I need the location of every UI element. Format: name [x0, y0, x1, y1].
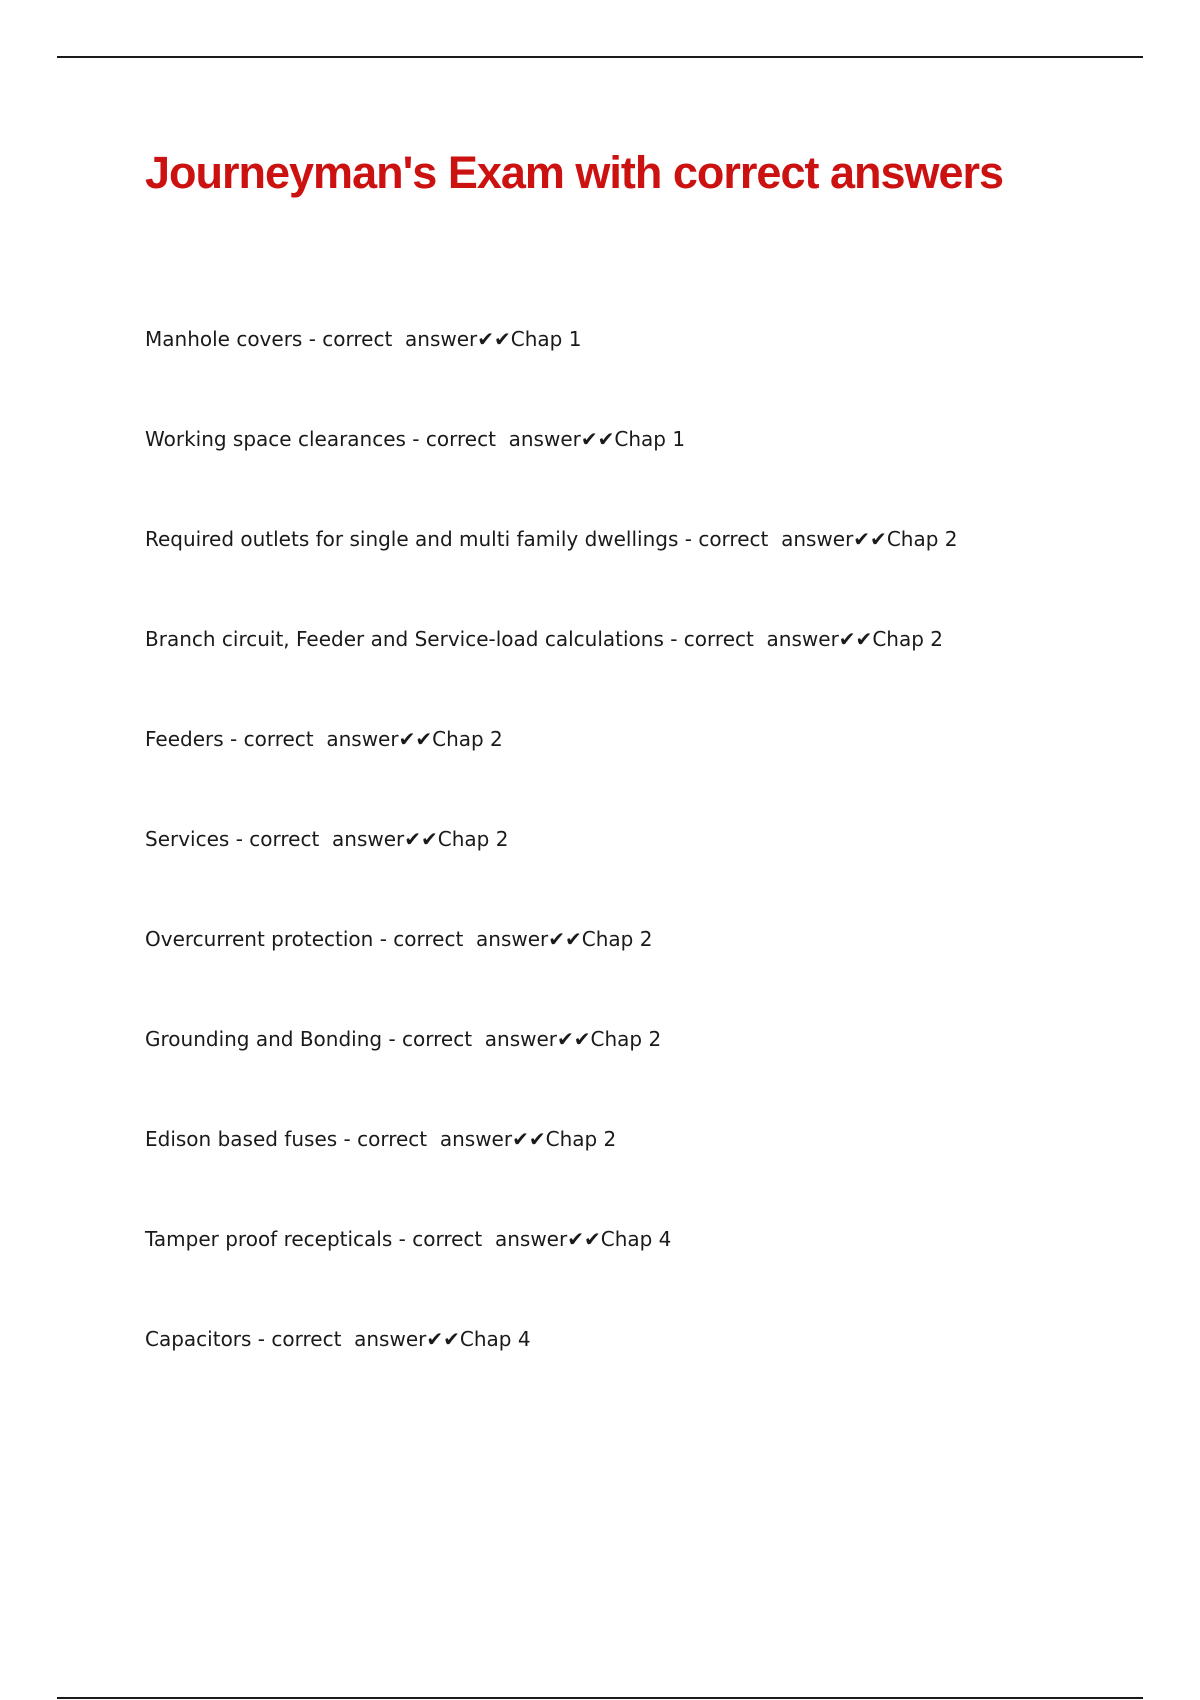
- answer-marker: - correct answer✔✔: [405, 427, 615, 451]
- bottom-divider: [57, 1697, 1143, 1699]
- question-text: Branch circuit, Feeder and Service-load calculations: [145, 627, 664, 651]
- list-item: [145, 625, 958, 725]
- list-item: [145, 425, 958, 525]
- question-text: Working space clearances: [145, 427, 406, 451]
- answer-marker: - correct answer✔✔: [223, 727, 433, 751]
- answer-text: Chap 4: [459, 1327, 531, 1351]
- question-text: Services: [145, 827, 230, 851]
- list-item: [145, 1125, 958, 1225]
- answer-text: Chap 1: [614, 427, 686, 451]
- answer-text: Chap 1: [510, 327, 582, 351]
- question-text: Manhole covers: [145, 327, 303, 351]
- answer-marker: - correct answer✔✔: [678, 527, 887, 551]
- answer-marker: - correct answer✔✔: [251, 1327, 460, 1351]
- list-item: [145, 325, 958, 425]
- answer-marker: - correct answer✔✔: [382, 1027, 591, 1051]
- answer-text: Chap 2: [872, 627, 943, 651]
- question-list: [145, 325, 958, 1425]
- answer-marker: - correct answer✔✔: [663, 627, 873, 651]
- question-text: Edison based fuses: [145, 1127, 338, 1151]
- answer-text: Chap 2: [545, 1127, 617, 1151]
- answer-text: Chap 2: [437, 827, 509, 851]
- answer-marker: - correct answer✔✔: [373, 927, 582, 951]
- answer-text: Chap 2: [590, 1027, 662, 1051]
- answer-marker: - correct answer✔✔: [392, 1227, 601, 1251]
- question-text: Overcurrent protection: [145, 927, 374, 951]
- answer-text: Chap 2: [886, 527, 958, 551]
- list-item: [145, 1225, 958, 1325]
- list-item: [145, 725, 958, 825]
- question-text: Feeders: [145, 727, 224, 751]
- answer-marker: - correct answer✔✔: [302, 327, 511, 351]
- list-item: [145, 1025, 958, 1125]
- top-divider: [57, 56, 1143, 58]
- question-text: Grounding and Bonding: [145, 1027, 383, 1051]
- answer-text: Chap 2: [432, 727, 503, 751]
- question-text: Required outlets for single and multi family dwellings: [145, 527, 679, 551]
- answer-marker: - correct answer✔✔: [229, 827, 438, 851]
- answer-marker: - correct answer✔✔: [337, 1127, 546, 1151]
- list-item: [145, 825, 958, 925]
- answer-text: Chap 4: [600, 1227, 672, 1251]
- answer-text: Chap 2: [581, 927, 653, 951]
- list-item: [145, 925, 958, 1025]
- document-title: Journeyman's Exam with correct answers: [145, 147, 1004, 198]
- question-text: Tamper proof recepticals: [145, 1227, 393, 1251]
- question-text: Capacitors: [145, 1327, 252, 1351]
- list-item: [145, 525, 958, 625]
- list-item: [145, 1325, 958, 1425]
